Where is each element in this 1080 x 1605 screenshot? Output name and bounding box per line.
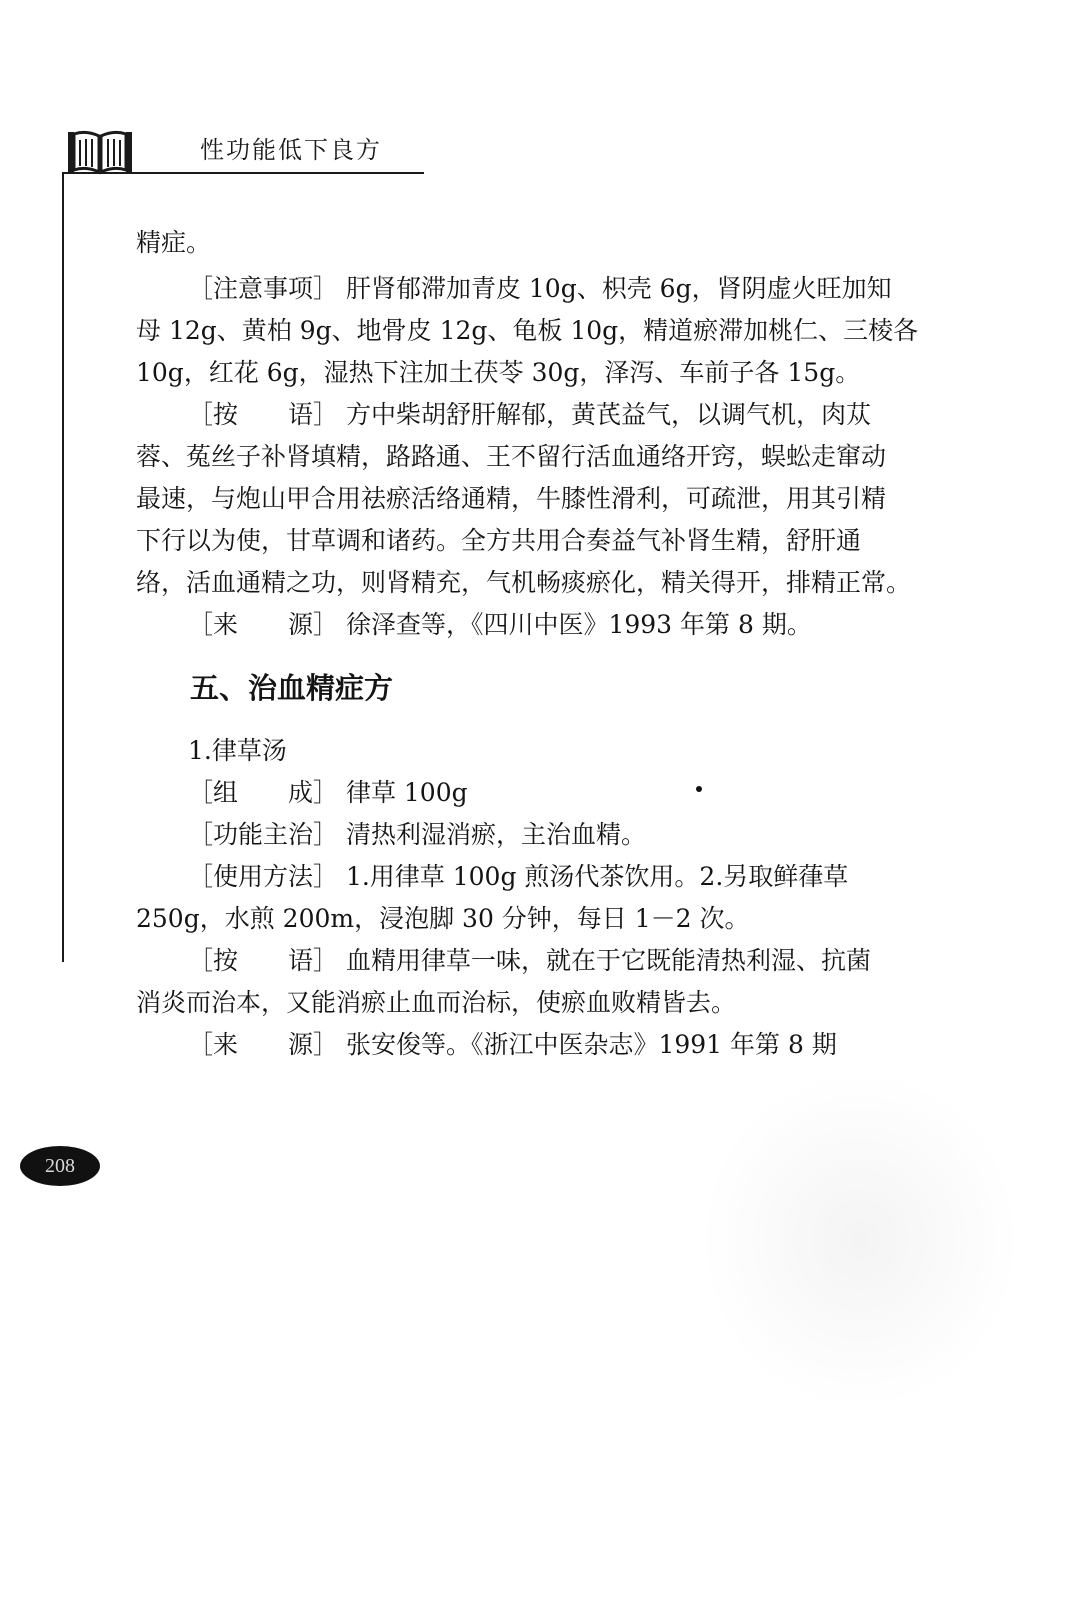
note-composition: ［组 成］ 律草 100g	[188, 778, 468, 807]
note-source: ［来 源］ 徐泽查等，《四川中医》1993 年第 8 期。	[188, 610, 812, 639]
note-comment: ［按 语］ 血精用律草一味，就在于它既能清热利湿、抗菌	[188, 946, 871, 975]
recipe-title: 1.律草汤	[188, 736, 287, 765]
body-line: 10g，红花 6g，湿热下注加土茯苓 30g，泽泻、车前子各 15g。	[136, 358, 861, 387]
body-line: 精症。	[136, 228, 212, 257]
note-comment: ［按 语］ 方中柴胡舒肝解郁，黄芪益气，以调气机，肉苁	[188, 400, 871, 429]
note-usage: ［使用方法］ 1.用律草 100g 煎汤代茶饮用。2.另取鲜葎草	[188, 862, 849, 891]
note-source: ［来 源］ 张安俊等。《浙江中医杂志》1991 年第 8 期	[188, 1030, 837, 1059]
body-line: 络，活血通精之功，则肾精充，气机畅痰瘀化，精关得开，排精正常。	[136, 568, 912, 597]
note-precautions: ［注意事项］ 肝肾郁滞加青皮 10g、枳壳 6g，肾阴虚火旺加知	[188, 274, 892, 303]
page-number-badge: 208	[20, 1146, 100, 1186]
header-rule	[62, 172, 424, 174]
print-speck	[696, 786, 702, 792]
section-heading: 五、治血精症方	[190, 671, 394, 705]
body-line: 下行以为使，甘草调和诸药。全方共用合奏益气补肾生精，舒肝通	[136, 526, 862, 555]
scan-smudge	[700, 1070, 1020, 1410]
open-book-icon	[66, 128, 134, 176]
body-line: 最速，与炮山甲合用祛瘀活络通精，牛膝性滑利，可疏泄，用其引精	[136, 484, 887, 513]
body-line: 250g，水煎 200m，浸泡脚 30 分钟，每日 1－2 次。	[136, 904, 750, 933]
body-line: 蓉、菟丝子补肾填精，路路通、王不留行活血通络开窍，蜈蚣走窜动	[136, 442, 887, 471]
margin-rule	[62, 172, 64, 962]
running-head: 性功能低下良方	[200, 136, 382, 164]
body-line: 消炎而治本，又能消瘀止血而治标，使瘀血败精皆去。	[136, 988, 737, 1017]
note-indications: ［功能主治］ 清热利湿消瘀，主治血精。	[188, 820, 646, 849]
body-line: 母 12g、黄柏 9g、地骨皮 12g、龟板 10g，精道瘀滞加桃仁、三棱各	[136, 316, 919, 345]
